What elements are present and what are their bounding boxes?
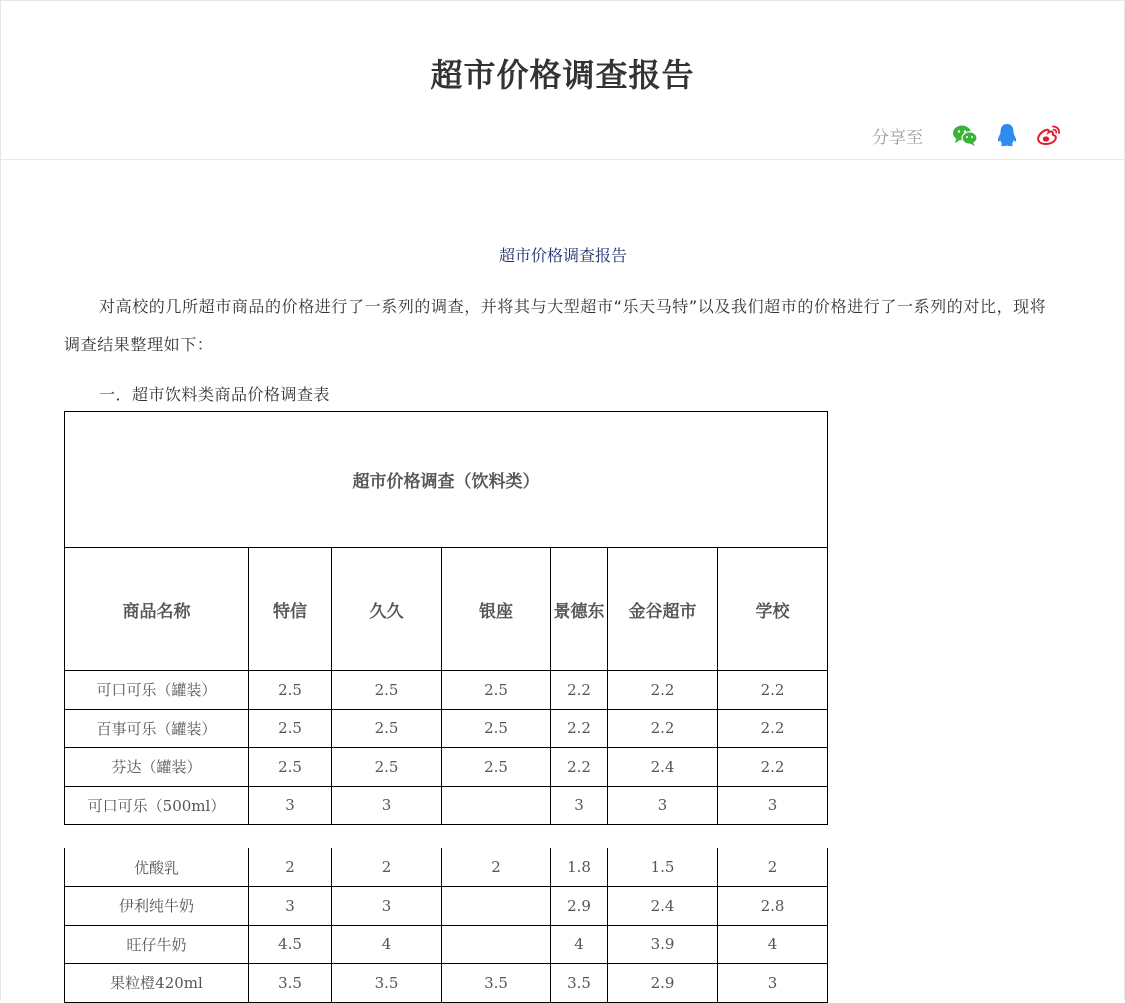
price-table-continued <box>64 848 828 1003</box>
column-header: 商品名称 <box>65 548 249 671</box>
price-cell: 2 <box>442 848 551 887</box>
price-cell: 2.4 <box>608 748 718 787</box>
section-heading: 一．超市饮料类商品价格调查表 <box>99 385 331 404</box>
price-cell: 1.5 <box>608 848 718 887</box>
price-cell: 4.5 <box>249 925 332 964</box>
share-label: 分享至 <box>872 127 923 148</box>
price-cell: 3.9 <box>608 925 718 964</box>
price-cell: 3 <box>249 786 332 825</box>
table-row <box>65 964 828 1003</box>
price-cell: 2.2 <box>718 709 828 748</box>
price-cell: 2.2 <box>608 709 718 748</box>
page-title: 超市价格调查报告 <box>430 56 695 94</box>
price-cell <box>442 925 551 964</box>
product-name-cell: 芬达（罐装） <box>65 748 249 787</box>
price-cell: 4 <box>332 925 442 964</box>
table-row <box>65 925 828 964</box>
price-cell: 2.2 <box>718 748 828 787</box>
price-cell: 2.2 <box>608 671 718 710</box>
price-cell: 3 <box>718 786 828 825</box>
column-header: 久久 <box>332 548 442 671</box>
product-name-cell: 可口可乐（500ml） <box>65 786 249 825</box>
table-caption: 超市价格调查（饮料类） <box>65 412 828 548</box>
table-row <box>65 887 828 926</box>
price-cell: 2.9 <box>608 964 718 1003</box>
price-cell: 2.2 <box>718 671 828 710</box>
share-bar <box>872 120 1063 150</box>
price-cell: 3 <box>249 887 332 926</box>
product-name-cell: 百事可乐（罐装） <box>65 709 249 748</box>
price-table <box>64 411 828 825</box>
table-row <box>65 709 828 748</box>
column-header: 金谷超市 <box>608 548 718 671</box>
table-row <box>65 786 828 825</box>
price-cell: 2.9 <box>551 887 608 926</box>
column-header: 景德东 <box>551 548 608 671</box>
price-cell: 3 <box>332 786 442 825</box>
table-row <box>65 848 828 887</box>
price-cell: 2.5 <box>249 671 332 710</box>
price-cell: 1.8 <box>551 848 608 887</box>
price-cell: 2 <box>249 848 332 887</box>
price-cell: 4 <box>718 925 828 964</box>
price-cell: 2.4 <box>608 887 718 926</box>
price-cell: 2.5 <box>442 709 551 748</box>
price-cell: 2.2 <box>551 748 608 787</box>
column-header: 特信 <box>249 548 332 671</box>
price-cell: 2.5 <box>442 748 551 787</box>
price-cell: 2 <box>718 848 828 887</box>
product-name-cell: 可口可乐（罐装） <box>65 671 249 710</box>
table-header-row <box>65 548 828 671</box>
article-title: 超市价格调查报告 <box>498 246 627 265</box>
price-cell: 2 <box>332 848 442 887</box>
qq-icon[interactable] <box>993 121 1021 149</box>
price-cell: 2.2 <box>551 671 608 710</box>
price-cell: 2.5 <box>332 671 442 710</box>
column-header: 学校 <box>718 548 828 671</box>
product-name-cell: 伊利纯牛奶 <box>65 887 249 926</box>
price-cell: 3.5 <box>249 964 332 1003</box>
page-header <box>0 0 1125 160</box>
price-cell: 3 <box>718 964 828 1003</box>
price-cell: 2.2 <box>551 709 608 748</box>
price-cell: 3 <box>332 887 442 926</box>
price-cell: 2.5 <box>442 671 551 710</box>
intro-paragraph: 对高校的几所超市商品的价格进行了一系列的调查，并将其与大型超市“乐天马特”以及我们超市的价格进行了一系列的对比，现将调查结果整理如下： <box>64 297 1047 354</box>
product-name-cell: 旺仔牛奶 <box>65 925 249 964</box>
price-cell: 3 <box>608 786 718 825</box>
wechat-icon[interactable] <box>951 121 979 149</box>
product-name-cell: 优酸乳 <box>65 848 249 887</box>
price-cell: 4 <box>551 925 608 964</box>
price-cell <box>442 887 551 926</box>
price-cell: 2.5 <box>332 709 442 748</box>
price-cell: 2.5 <box>249 748 332 787</box>
price-cell: 3.5 <box>551 964 608 1003</box>
price-cell: 2.8 <box>718 887 828 926</box>
table-row <box>65 671 828 710</box>
weibo-icon[interactable] <box>1035 121 1063 149</box>
price-cell: 3 <box>551 786 608 825</box>
price-cell: 3.5 <box>332 964 442 1003</box>
price-cell: 2.5 <box>249 709 332 748</box>
product-name-cell: 果粒橙420ml <box>65 964 249 1003</box>
column-header: 银座 <box>442 548 551 671</box>
price-cell: 2.5 <box>332 748 442 787</box>
price-cell <box>442 786 551 825</box>
price-cell: 3.5 <box>442 964 551 1003</box>
table-row <box>65 748 828 787</box>
